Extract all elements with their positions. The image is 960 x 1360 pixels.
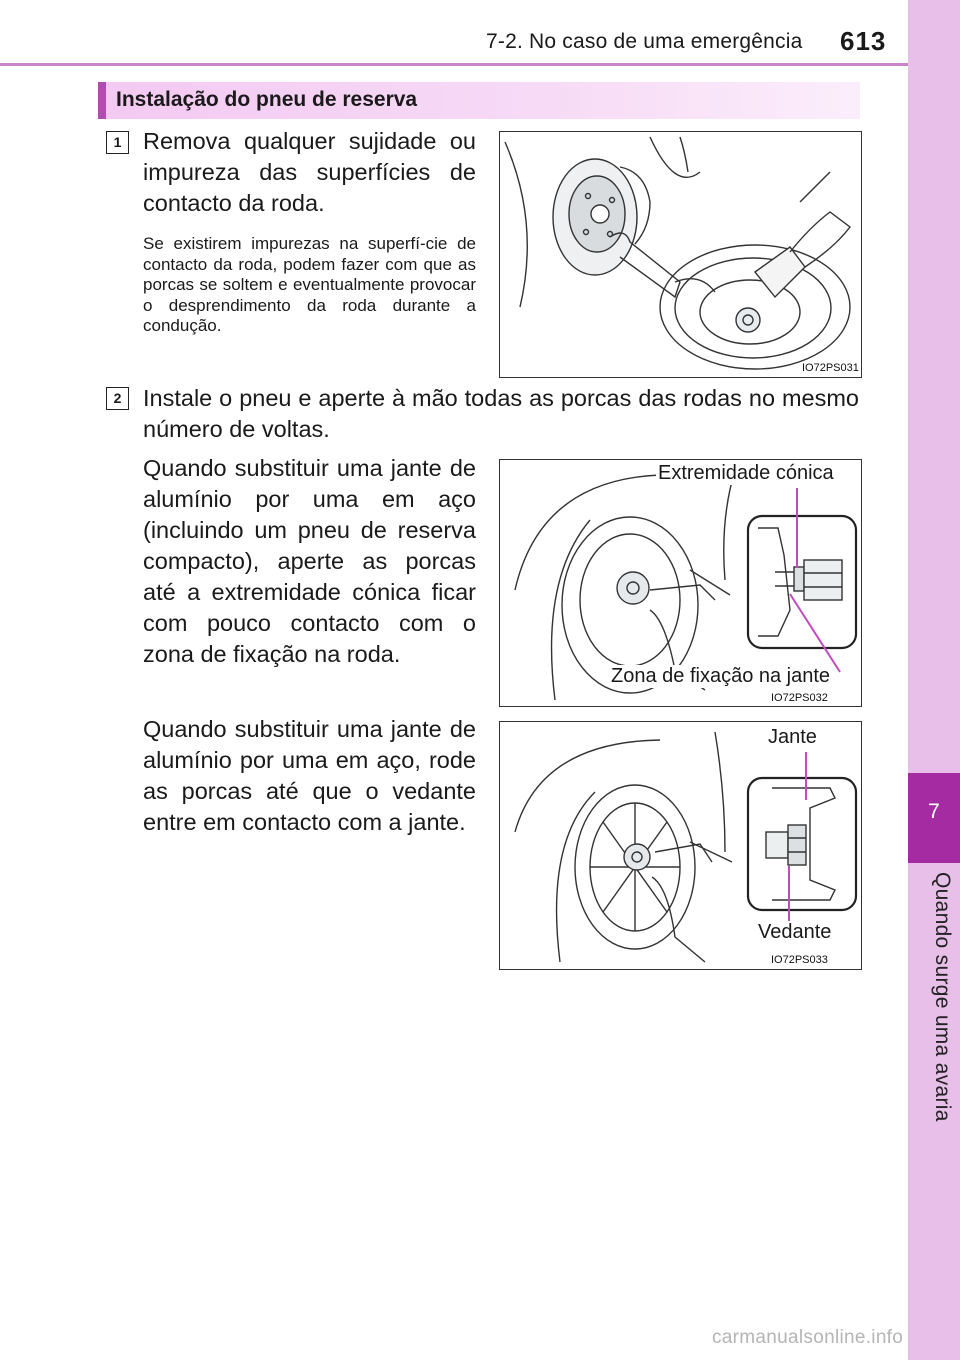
header-divider: [0, 63, 908, 66]
wheel-hub-cleaning-illustration: [500, 132, 861, 377]
chapter-label: Quando surge uma avaria: [931, 872, 954, 1122]
chapter-number: 7: [928, 800, 940, 823]
step-number-1: 1: [106, 131, 129, 154]
figure-1-code: IO72PS031: [802, 362, 859, 374]
callout-tapered-end: Extremidade cónica: [658, 462, 834, 484]
callout-rim: Jante: [768, 726, 817, 748]
step-number-2: 2: [106, 387, 129, 410]
figure-clean-wheel-surface: [499, 131, 862, 378]
figure-tapered-nut: [499, 459, 862, 707]
figure-3-code: IO72PS033: [771, 954, 828, 966]
side-tab: [908, 0, 960, 1360]
figure-sealed-nut: [499, 721, 862, 970]
callout-seal: Vedante: [758, 921, 832, 943]
steel-rim-paragraph: Quando substituir uma jante de alumínio por uma em aço (incluindo um pneu de reserva compacto), aperte as porcas até a extremidade cónica ficar com pouco contacto com o zona de fixação na roda.: [143, 455, 476, 667]
step-2-text: Instale o pneu e aperte à mão todas as porcas das rodas no mesmo número de voltas.: [143, 385, 859, 442]
step-1-note: Se existirem impurezas na superfí-cie de contacto da roda, podem fazer com que as porcas se soltem e eventualmente provocar o desprendimento da roda durante a condução.: [143, 234, 476, 335]
chapter-title: 7-2. No caso de uma emergência: [486, 30, 803, 53]
section-title: Instalação do pneu de reserva: [116, 88, 418, 111]
section-heading-accent: [98, 82, 106, 119]
step-1-text: Remova qualquer sujidade ou impureza das superfícies de contacto da roda.: [143, 128, 476, 216]
callout-seat: Zona de fixação na jante: [611, 665, 831, 687]
figure-2-code: IO72PS032: [771, 692, 828, 704]
watermark: carmanualsonline.info: [712, 1327, 904, 1348]
page-number: 613: [840, 26, 887, 56]
alloy-rim-paragraph: Quando substituir uma jante de alumínio por uma em aço, rode as porcas até que o vedante entre em contacto com a jante.: [143, 716, 476, 835]
